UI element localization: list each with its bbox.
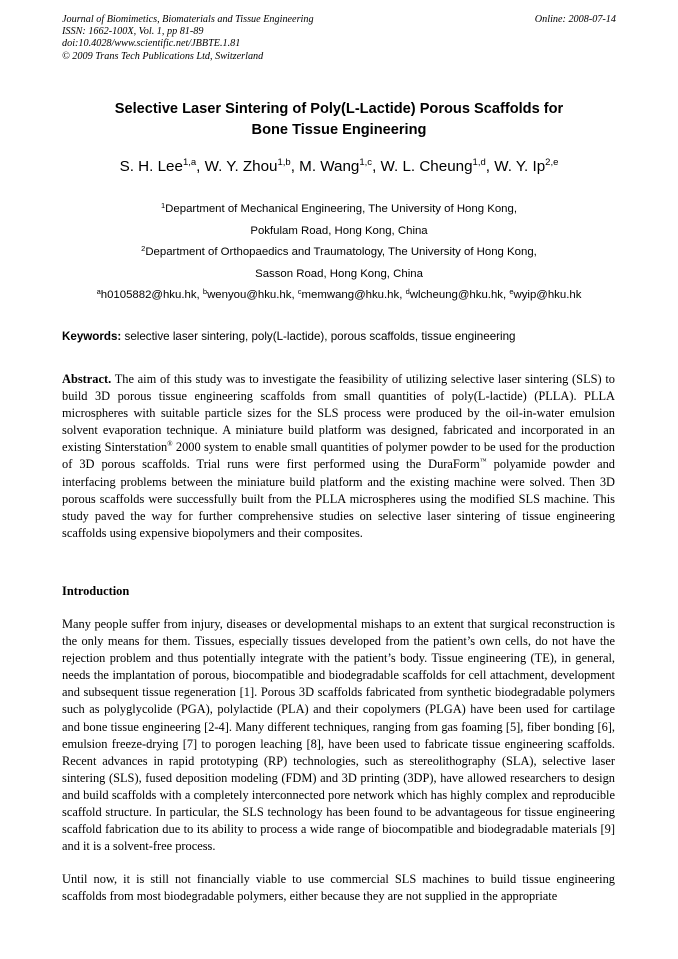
affiliations — [20, 199, 658, 307]
affiliation-1-line-2: Pokfulam Road, Hong Kong, China — [250, 224, 428, 237]
section-heading-introduction: Introduction — [62, 584, 130, 598]
copyright-line: © 2009 Trans Tech Publications Ltd, Switzerland — [62, 50, 264, 62]
issn-line: ISSN: 1662-100X, Vol. 1, pp 81-89 — [62, 26, 204, 38]
email-link[interactable]: $^e$wyip@hku.hk — [509, 287, 582, 302]
title-line-1: Selective Laser Sintering of Poly(L-Lactide) Porous Scaffolds for — [114, 101, 564, 117]
trademark-mark: ™ — [479, 457, 487, 466]
title-line-2: Bone Tissue Engineering — [251, 121, 427, 138]
email-link[interactable]: $^a$h0105882@hku.hk — [96, 287, 197, 302]
journal-header — [62, 14, 616, 63]
abstract-label: Abstract. — [62, 372, 112, 386]
online-date: Online: 2008-07-14 — [534, 14, 616, 25]
introduction-paragraph-2: Until now, it is still not financially viable to use commercial SLS machines to build tissue engineering scaffolds from most biodegradable polymers, either because they are not supplied in the appropriate — [62, 872, 615, 904]
abstract — [62, 371, 615, 542]
affiliation-1-line-1: $^1$Department of Mechanical Engineering, The University of Hong Kong, — [161, 201, 517, 215]
affiliation-2-line-2: Sasson Road, Hong Kong, China — [255, 267, 423, 280]
author-list — [20, 157, 658, 177]
affiliation-2-line-1: $^2$Department of Orthopaedics and Traumatology, The University of Hong Kong, — [141, 244, 537, 259]
keywords-label: Keywords: — [62, 330, 122, 343]
introduction-paragraph-1: Many people suffer from injury, diseases or developmental mishaps to an extent that surgical reconstruction is the only means for them. Tissues, especially tissues developed from the patient’s own cells, do not have the rejection problem and thus potentially integrate with the patient’s body. Tissue engineering (TE), in general, needs the implantation of porous, biocompatible and biodegradable scaffolds for cell attachment, development and subsequent tissue regeneration [1]. Porous 3D scaffolds fabricated from synthetic biodegradable polymers such as polyglycolide (PGA), polylactide (PLA) and their copolymers (PLGA) have been used for cartilage and bone tissue engineering [2-4]. Many different techniques, ranging from gas foaming [5], fiber bonding [6], emulsion freeze-drying [7] to porogen leaching [8], have been used to fabricate tissue engineering scaffolds. Recent advances in rapid prototyping (RP) technologies, such as stereolithography (SLA), selective laser sintering (SLS), fused deposition modeling (FDM) and 3D printing (3DP), have allowed researchers to design and build scaffolds with a completely interconnected pore network which has highly complex and reproducible scaffold structure. In particular, the SLS technology has been found to be advantageous for tissue engineering scaffold fabrication due to its ability to process a wide range of biocompatible and biodegradable materials [9] and it is a solvent-free process. — [62, 617, 615, 854]
registered-mark: ® — [167, 440, 173, 449]
paper-title — [40, 99, 638, 140]
keywords — [62, 329, 622, 345]
author: M. Wang$^{1,c}$, — [299, 157, 381, 175]
abstract-text-2: 2000 system to enable small quantities of polymer powder to be used for the production of 3D porous scaffolds. Trial runs were first performed using the DuraForm — [62, 440, 615, 472]
abstract-text-3: polyamide powder and interfacing problems between the miniature build platform and the existing machine were solved. Then 3D porous scaffolds were successfully built from the PLLA microspheres using the modified SLS machine. This study paved the way for further comprehensive studies on selective laser sintering of tissue engineering scaffolds using expensive biopolymers and their composites. — [62, 457, 615, 540]
email-link[interactable]: $^c$memwang@hku.hk — [297, 287, 400, 302]
author: S. H. Lee$^{1,a}$, — [119, 157, 205, 175]
doi-line: doi:10.4028/www.scientific.net/JBBTE.1.81 — [62, 38, 241, 50]
author: W. Y. Zhou$^{1,b}$, — [204, 157, 300, 175]
email-link[interactable]: $^b$wenyou@hku.hk — [202, 287, 292, 302]
email-list: $^a$h0105882@hku.hk, $^b$wenyou@hku.hk, $^c$memwang@hku.hk, $^d$wlcheung@hku.hk, $^e$wyip@hku.hk — [96, 287, 582, 302]
email-link[interactable]: $^d$wlcheung@hku.hk — [405, 287, 503, 302]
author: W. L. Cheung$^{1,d}$, — [380, 157, 495, 175]
author: W. Y. Ip$^{2,e}$ — [494, 157, 559, 175]
journal-name: Journal of Biomimetics, Biomaterials and Tissue Engineering — [62, 14, 314, 25]
abstract-text-1: The aim of this study was to investigate the feasibility of utilizing selective laser sintering (SLS) to build 3D porous tissue engineering scaffolds from small quantities of poly(L-lactide) (PLLA). PLLA microspheres with suitable particle sizes for the SLS process were produced by the oil-in-water emulsion solvent evaporation technique. A miniature build platform was designed, fabricated and incorporated in an existing Sinterstation — [62, 372, 615, 455]
keywords-text: selective laser sintering, poly(L-lactide), porous scaffolds, tissue engineering — [124, 330, 516, 343]
